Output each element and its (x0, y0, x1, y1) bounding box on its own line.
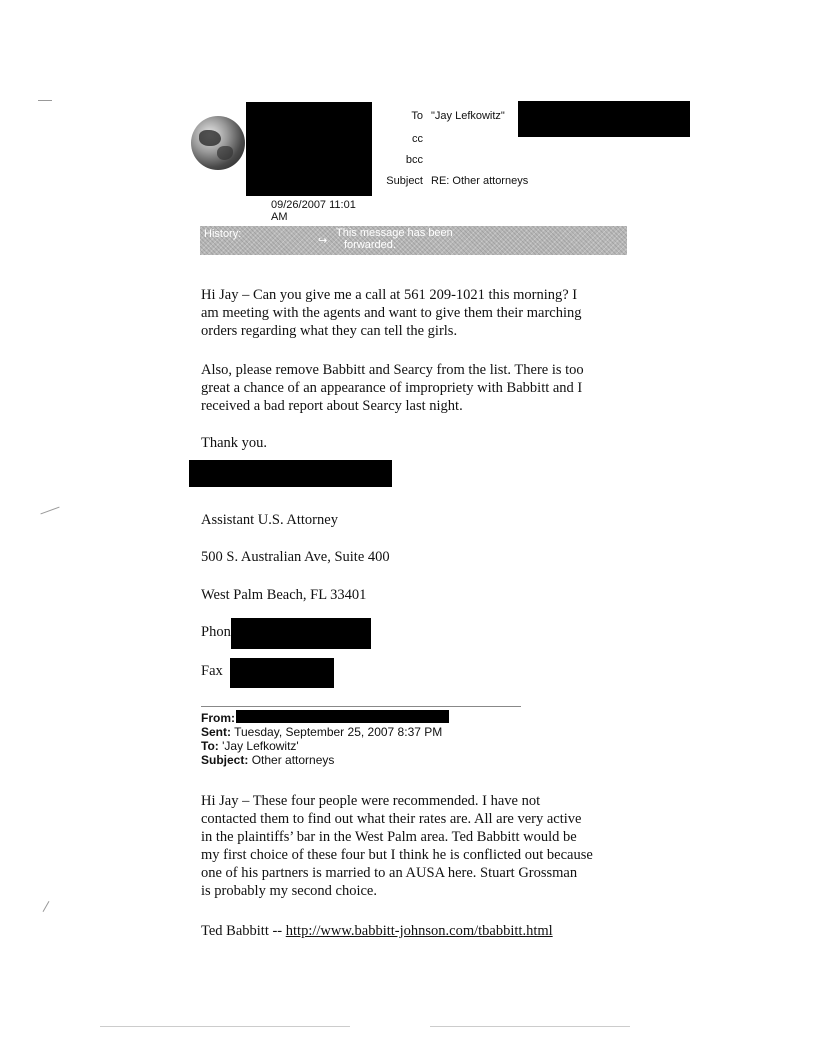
signature-city: West Palm Beach, FL 33401 (201, 587, 367, 603)
body-paragraph-2 (201, 361, 641, 415)
forwarded-message-line2: forwarded. (344, 239, 396, 251)
history-label: History: (204, 228, 242, 240)
body-line: my first choice of these four but I think he is conflicted out because (201, 847, 593, 863)
divider (201, 706, 521, 707)
forwarded-message (336, 227, 453, 251)
to-value: "Jay Lefkowitz" (431, 110, 505, 122)
body-line: contacted them to find out what their rates are. All are very active (201, 811, 582, 827)
subject-line (201, 753, 442, 767)
body-line: received a bad report about Searcy last night. (201, 398, 463, 414)
body-line: Hi Jay – Can you give me a call at 561 209-1021 this morning? I (201, 287, 578, 303)
redaction-signature-name (189, 460, 392, 487)
from-label: From: (201, 711, 235, 725)
redaction-fax (230, 658, 334, 688)
babbitt-link[interactable]: http://www.babbitt-johnson.com/tbabbitt.html (285, 923, 553, 939)
sent-line (201, 725, 442, 739)
forwarded-message-line1: This message has been (336, 227, 453, 239)
scan-speck (40, 507, 59, 515)
sent-date-line2: AM (271, 211, 288, 223)
body-line: Hi Jay – These four people were recommended. I have not (201, 793, 541, 809)
signature-title: Assistant U.S. Attorney (201, 512, 338, 528)
sent-date-line1: 09/26/2007 11:01 (271, 199, 356, 211)
signature-address: 500 S. Australian Ave, Suite 400 (201, 549, 390, 565)
redaction-to-address (518, 101, 690, 137)
body-line: Also, please remove Babbitt and Searcy from the list. There is too (201, 362, 584, 378)
babbitt-link-line (201, 922, 641, 940)
fwd-to-label: To: (201, 739, 219, 753)
subject-value: RE: Other attorneys (431, 175, 529, 187)
body-line: orders regarding what they can tell the girls. (201, 323, 458, 339)
to-line (201, 739, 442, 753)
to-label: To (411, 110, 423, 122)
body-line: am meeting with the agents and want to give them their marching (201, 305, 582, 321)
history-bar (200, 226, 627, 255)
scan-speck (43, 901, 50, 912)
bcc-label: bcc (405, 154, 423, 166)
sent-date (271, 199, 356, 223)
cc-label: cc (412, 133, 423, 145)
redaction-from-address (236, 710, 449, 723)
signature-fax-label: Fax (201, 663, 223, 679)
sent-value: Tuesday, September 25, 2007 8:37 PM (234, 725, 443, 739)
scan-speck (38, 100, 52, 101)
body-line: in the plaintiffs’ bar in the West Palm area. Ted Babbitt would be (201, 829, 577, 845)
scan-speck (430, 1026, 630, 1027)
body-line: one of his partners is married to an AUSA here. Stuart Grossman (201, 865, 578, 881)
sender-avatar-globe (191, 116, 245, 170)
scan-speck (100, 1026, 350, 1027)
link-prefix: Ted Babbitt -- (201, 923, 286, 939)
sent-label: Sent: (201, 725, 231, 739)
fwd-subject-label: Subject: (201, 753, 249, 767)
fwd-to-value: 'Jay Lefkowitz' (222, 739, 299, 753)
body-line: is probably my second choice. (201, 883, 377, 899)
redaction-phone (231, 618, 371, 649)
forwarded-paragraph (201, 792, 641, 900)
fwd-subject-value: Other attorneys (251, 753, 335, 767)
forwarded-icon: ↪ (318, 235, 328, 247)
subject-label: Subject (386, 175, 423, 187)
body-line: great a chance of an appearance of impropriety with Babbitt and I (201, 380, 583, 396)
body-paragraph-1 (201, 286, 641, 340)
thank-you: Thank you. (201, 435, 268, 451)
signature-phone-label: Phon (201, 624, 231, 640)
